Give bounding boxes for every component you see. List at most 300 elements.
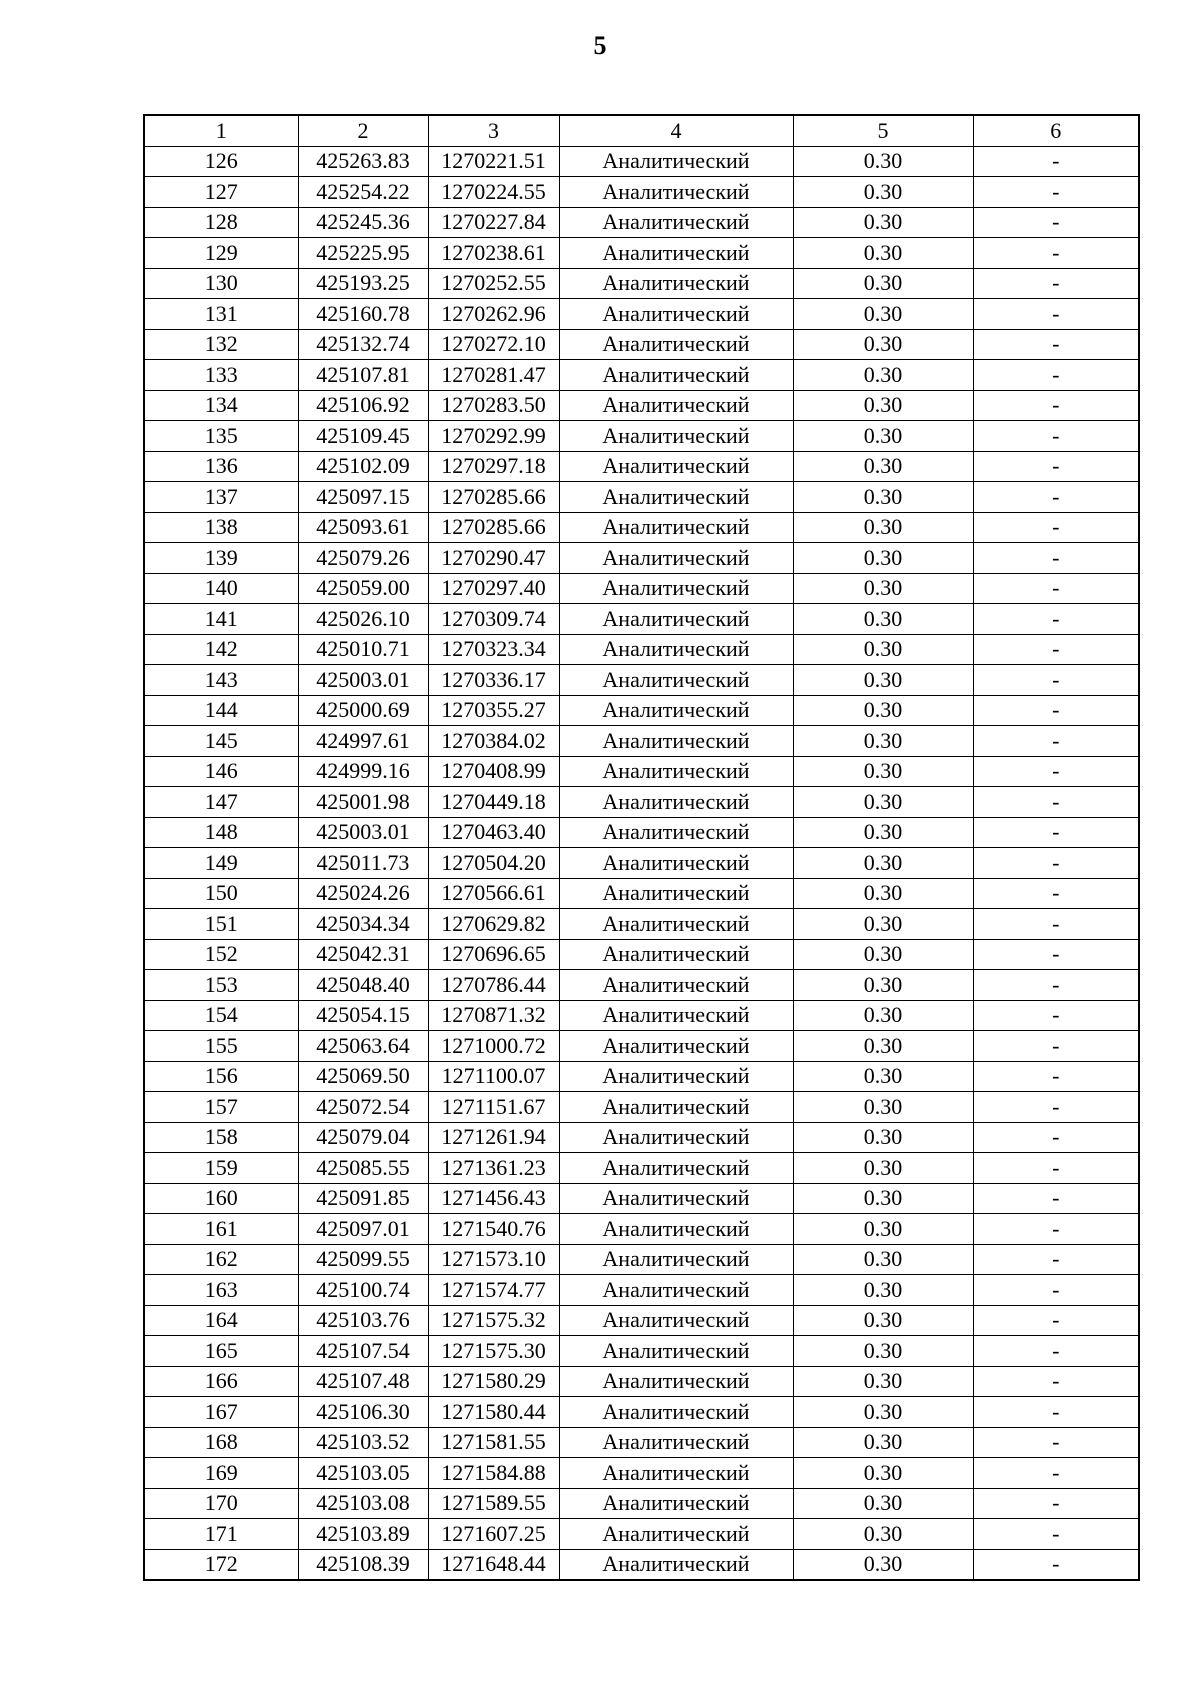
note-cell: - bbox=[973, 604, 1139, 635]
accuracy-cell: 0.30 bbox=[793, 1275, 973, 1306]
accuracy-cell: 0.30 bbox=[793, 360, 973, 391]
page-number: 5 bbox=[593, 31, 607, 60]
table-row bbox=[144, 1519, 1139, 1550]
method-cell: Аналитический bbox=[559, 1214, 793, 1245]
note-cell: - bbox=[973, 360, 1139, 391]
method-cell: Аналитический bbox=[559, 634, 793, 665]
accuracy-cell: 0.30 bbox=[793, 1153, 973, 1184]
point-number-cell: 172 bbox=[144, 1549, 298, 1580]
table-row bbox=[144, 787, 1139, 818]
method-cell: Аналитический bbox=[559, 360, 793, 391]
table-row bbox=[144, 146, 1139, 177]
table-row bbox=[144, 207, 1139, 238]
y-coordinate-cell: 1271100.07 bbox=[428, 1061, 559, 1092]
point-number-cell: 149 bbox=[144, 848, 298, 879]
column-header: 6 bbox=[973, 115, 1139, 146]
point-number-cell: 145 bbox=[144, 726, 298, 757]
y-coordinate-cell: 1270297.40 bbox=[428, 573, 559, 604]
note-cell: - bbox=[973, 1122, 1139, 1153]
accuracy-cell: 0.30 bbox=[793, 299, 973, 330]
point-number-cell: 134 bbox=[144, 390, 298, 421]
table-header-row bbox=[144, 115, 1139, 146]
x-coordinate-cell: 425103.52 bbox=[298, 1427, 428, 1458]
note-cell: - bbox=[973, 482, 1139, 513]
accuracy-cell: 0.30 bbox=[793, 1092, 973, 1123]
point-number-cell: 148 bbox=[144, 817, 298, 848]
note-cell: - bbox=[973, 146, 1139, 177]
table-row bbox=[144, 1092, 1139, 1123]
point-number-cell: 162 bbox=[144, 1244, 298, 1275]
y-coordinate-cell: 1270449.18 bbox=[428, 787, 559, 818]
point-number-cell: 140 bbox=[144, 573, 298, 604]
accuracy-cell: 0.30 bbox=[793, 1427, 973, 1458]
y-coordinate-cell: 1270786.44 bbox=[428, 970, 559, 1001]
method-cell: Аналитический bbox=[559, 1031, 793, 1062]
point-number-cell: 144 bbox=[144, 695, 298, 726]
point-number-cell: 168 bbox=[144, 1427, 298, 1458]
accuracy-cell: 0.30 bbox=[793, 695, 973, 726]
method-cell: Аналитический bbox=[559, 604, 793, 635]
table-row bbox=[144, 848, 1139, 879]
note-cell: - bbox=[973, 909, 1139, 940]
method-cell: Аналитический bbox=[559, 573, 793, 604]
table-row bbox=[144, 1061, 1139, 1092]
point-number-cell: 132 bbox=[144, 329, 298, 360]
note-cell: - bbox=[973, 1183, 1139, 1214]
x-coordinate-cell: 425109.45 bbox=[298, 421, 428, 452]
table-row bbox=[144, 909, 1139, 940]
y-coordinate-cell: 1271000.72 bbox=[428, 1031, 559, 1062]
method-cell: Аналитический bbox=[559, 299, 793, 330]
note-cell: - bbox=[973, 1305, 1139, 1336]
table-row bbox=[144, 482, 1139, 513]
table-row bbox=[144, 1122, 1139, 1153]
x-coordinate-cell: 425059.00 bbox=[298, 573, 428, 604]
point-number-cell: 143 bbox=[144, 665, 298, 696]
table-row bbox=[144, 421, 1139, 452]
note-cell: - bbox=[973, 421, 1139, 452]
table-row bbox=[144, 1488, 1139, 1519]
y-coordinate-cell: 1270252.55 bbox=[428, 268, 559, 299]
note-cell: - bbox=[973, 787, 1139, 818]
accuracy-cell: 0.30 bbox=[793, 1000, 973, 1031]
y-coordinate-cell: 1270309.74 bbox=[428, 604, 559, 635]
point-number-cell: 129 bbox=[144, 238, 298, 269]
accuracy-cell: 0.30 bbox=[793, 512, 973, 543]
point-number-cell: 151 bbox=[144, 909, 298, 940]
accuracy-cell: 0.30 bbox=[793, 1305, 973, 1336]
y-coordinate-cell: 1271589.55 bbox=[428, 1488, 559, 1519]
column-header: 2 bbox=[298, 115, 428, 146]
note-cell: - bbox=[973, 390, 1139, 421]
table-row bbox=[144, 451, 1139, 482]
method-cell: Аналитический bbox=[559, 1183, 793, 1214]
point-number-cell: 158 bbox=[144, 1122, 298, 1153]
method-cell: Аналитический bbox=[559, 1305, 793, 1336]
x-coordinate-cell: 425099.55 bbox=[298, 1244, 428, 1275]
point-number-cell: 157 bbox=[144, 1092, 298, 1123]
table-row bbox=[144, 1183, 1139, 1214]
note-cell: - bbox=[973, 1488, 1139, 1519]
method-cell: Аналитический bbox=[559, 329, 793, 360]
column-header: 4 bbox=[559, 115, 793, 146]
method-cell: Аналитический bbox=[559, 146, 793, 177]
accuracy-cell: 0.30 bbox=[793, 1336, 973, 1367]
note-cell: - bbox=[973, 268, 1139, 299]
note-cell: - bbox=[973, 695, 1139, 726]
accuracy-cell: 0.30 bbox=[793, 1183, 973, 1214]
x-coordinate-cell: 425103.05 bbox=[298, 1458, 428, 1489]
method-cell: Аналитический bbox=[559, 1458, 793, 1489]
note-cell: - bbox=[973, 634, 1139, 665]
point-number-cell: 155 bbox=[144, 1031, 298, 1062]
x-coordinate-cell: 425091.85 bbox=[298, 1183, 428, 1214]
point-number-cell: 169 bbox=[144, 1458, 298, 1489]
table-row bbox=[144, 970, 1139, 1001]
point-number-cell: 142 bbox=[144, 634, 298, 665]
table-row bbox=[144, 1031, 1139, 1062]
y-coordinate-cell: 1270283.50 bbox=[428, 390, 559, 421]
note-cell: - bbox=[973, 726, 1139, 757]
y-coordinate-cell: 1271361.23 bbox=[428, 1153, 559, 1184]
y-coordinate-cell: 1271580.29 bbox=[428, 1366, 559, 1397]
x-coordinate-cell: 425085.55 bbox=[298, 1153, 428, 1184]
x-coordinate-cell: 425048.40 bbox=[298, 970, 428, 1001]
note-cell: - bbox=[973, 512, 1139, 543]
x-coordinate-cell: 425063.64 bbox=[298, 1031, 428, 1062]
y-coordinate-cell: 1270696.65 bbox=[428, 939, 559, 970]
table-row bbox=[144, 756, 1139, 787]
point-number-cell: 137 bbox=[144, 482, 298, 513]
table-row bbox=[144, 238, 1139, 269]
y-coordinate-cell: 1271456.43 bbox=[428, 1183, 559, 1214]
point-number-cell: 126 bbox=[144, 146, 298, 177]
method-cell: Аналитический bbox=[559, 787, 793, 818]
method-cell: Аналитический bbox=[559, 238, 793, 269]
point-number-cell: 146 bbox=[144, 756, 298, 787]
table-row bbox=[144, 634, 1139, 665]
accuracy-cell: 0.30 bbox=[793, 817, 973, 848]
table-row bbox=[144, 1397, 1139, 1428]
y-coordinate-cell: 1270384.02 bbox=[428, 726, 559, 757]
x-coordinate-cell: 425107.81 bbox=[298, 360, 428, 391]
table-row bbox=[144, 299, 1139, 330]
y-coordinate-cell: 1271648.44 bbox=[428, 1549, 559, 1580]
note-cell: - bbox=[973, 1031, 1139, 1062]
table-row bbox=[144, 573, 1139, 604]
table-row bbox=[144, 878, 1139, 909]
note-cell: - bbox=[973, 970, 1139, 1001]
table-row bbox=[144, 1458, 1139, 1489]
x-coordinate-cell: 425106.30 bbox=[298, 1397, 428, 1428]
y-coordinate-cell: 1271580.44 bbox=[428, 1397, 559, 1428]
y-coordinate-cell: 1271574.77 bbox=[428, 1275, 559, 1306]
method-cell: Аналитический bbox=[559, 878, 793, 909]
y-coordinate-cell: 1271581.55 bbox=[428, 1427, 559, 1458]
accuracy-cell: 0.30 bbox=[793, 177, 973, 208]
x-coordinate-cell: 424999.16 bbox=[298, 756, 428, 787]
x-coordinate-cell: 425034.34 bbox=[298, 909, 428, 940]
x-coordinate-cell: 425010.71 bbox=[298, 634, 428, 665]
table-row bbox=[144, 1366, 1139, 1397]
y-coordinate-cell: 1270262.96 bbox=[428, 299, 559, 330]
x-coordinate-cell: 425132.74 bbox=[298, 329, 428, 360]
accuracy-cell: 0.30 bbox=[793, 848, 973, 879]
method-cell: Аналитический bbox=[559, 543, 793, 574]
note-cell: - bbox=[973, 543, 1139, 574]
accuracy-cell: 0.30 bbox=[793, 1488, 973, 1519]
x-coordinate-cell: 425097.01 bbox=[298, 1214, 428, 1245]
method-cell: Аналитический bbox=[559, 1122, 793, 1153]
y-coordinate-cell: 1270504.20 bbox=[428, 848, 559, 879]
y-coordinate-cell: 1270336.17 bbox=[428, 665, 559, 696]
table-row bbox=[144, 1549, 1139, 1580]
table-row bbox=[144, 360, 1139, 391]
y-coordinate-cell: 1270221.51 bbox=[428, 146, 559, 177]
accuracy-cell: 0.30 bbox=[793, 390, 973, 421]
table-row bbox=[144, 817, 1139, 848]
note-cell: - bbox=[973, 1427, 1139, 1458]
note-cell: - bbox=[973, 451, 1139, 482]
y-coordinate-cell: 1270297.18 bbox=[428, 451, 559, 482]
x-coordinate-cell: 425254.22 bbox=[298, 177, 428, 208]
method-cell: Аналитический bbox=[559, 451, 793, 482]
method-cell: Аналитический bbox=[559, 939, 793, 970]
point-number-cell: 165 bbox=[144, 1336, 298, 1367]
point-number-cell: 156 bbox=[144, 1061, 298, 1092]
accuracy-cell: 0.30 bbox=[793, 878, 973, 909]
note-cell: - bbox=[973, 177, 1139, 208]
y-coordinate-cell: 1270408.99 bbox=[428, 756, 559, 787]
point-number-cell: 150 bbox=[144, 878, 298, 909]
method-cell: Аналитический bbox=[559, 695, 793, 726]
y-coordinate-cell: 1270463.40 bbox=[428, 817, 559, 848]
method-cell: Аналитический bbox=[559, 1519, 793, 1550]
method-cell: Аналитический bbox=[559, 1000, 793, 1031]
y-coordinate-cell: 1270323.34 bbox=[428, 634, 559, 665]
method-cell: Аналитический bbox=[559, 1336, 793, 1367]
table-row bbox=[144, 1427, 1139, 1458]
y-coordinate-cell: 1270355.27 bbox=[428, 695, 559, 726]
y-coordinate-cell: 1271584.88 bbox=[428, 1458, 559, 1489]
note-cell: - bbox=[973, 1336, 1139, 1367]
x-coordinate-cell: 425011.73 bbox=[298, 848, 428, 879]
accuracy-cell: 0.30 bbox=[793, 909, 973, 940]
note-cell: - bbox=[973, 756, 1139, 787]
column-header: 1 bbox=[144, 115, 298, 146]
y-coordinate-cell: 1271575.30 bbox=[428, 1336, 559, 1367]
x-coordinate-cell: 425001.98 bbox=[298, 787, 428, 818]
accuracy-cell: 0.30 bbox=[793, 573, 973, 604]
note-cell: - bbox=[973, 1214, 1139, 1245]
point-number-cell: 131 bbox=[144, 299, 298, 330]
y-coordinate-cell: 1270285.66 bbox=[428, 512, 559, 543]
table-row bbox=[144, 1214, 1139, 1245]
accuracy-cell: 0.30 bbox=[793, 1061, 973, 1092]
table-row bbox=[144, 1336, 1139, 1367]
y-coordinate-cell: 1270292.99 bbox=[428, 421, 559, 452]
note-cell: - bbox=[973, 1275, 1139, 1306]
note-cell: - bbox=[973, 1366, 1139, 1397]
x-coordinate-cell: 425160.78 bbox=[298, 299, 428, 330]
method-cell: Аналитический bbox=[559, 177, 793, 208]
x-coordinate-cell: 425097.15 bbox=[298, 482, 428, 513]
column-header: 5 bbox=[793, 115, 973, 146]
x-coordinate-cell: 425100.74 bbox=[298, 1275, 428, 1306]
note-cell: - bbox=[973, 1153, 1139, 1184]
point-number-cell: 161 bbox=[144, 1214, 298, 1245]
x-coordinate-cell: 424997.61 bbox=[298, 726, 428, 757]
point-number-cell: 135 bbox=[144, 421, 298, 452]
y-coordinate-cell: 1270238.61 bbox=[428, 238, 559, 269]
accuracy-cell: 0.30 bbox=[793, 634, 973, 665]
method-cell: Аналитический bbox=[559, 1092, 793, 1123]
note-cell: - bbox=[973, 1549, 1139, 1580]
table-row bbox=[144, 939, 1139, 970]
method-cell: Аналитический bbox=[559, 482, 793, 513]
table-row bbox=[144, 695, 1139, 726]
x-coordinate-cell: 425079.04 bbox=[298, 1122, 428, 1153]
method-cell: Аналитический bbox=[559, 756, 793, 787]
method-cell: Аналитический bbox=[559, 1549, 793, 1580]
x-coordinate-cell: 425102.09 bbox=[298, 451, 428, 482]
method-cell: Аналитический bbox=[559, 665, 793, 696]
method-cell: Аналитический bbox=[559, 970, 793, 1001]
table-row bbox=[144, 1275, 1139, 1306]
x-coordinate-cell: 425000.69 bbox=[298, 695, 428, 726]
x-coordinate-cell: 425107.48 bbox=[298, 1366, 428, 1397]
accuracy-cell: 0.30 bbox=[793, 1549, 973, 1580]
note-cell: - bbox=[973, 1244, 1139, 1275]
point-number-cell: 152 bbox=[144, 939, 298, 970]
note-cell: - bbox=[973, 1092, 1139, 1123]
method-cell: Аналитический bbox=[559, 1427, 793, 1458]
method-cell: Аналитический bbox=[559, 1275, 793, 1306]
method-cell: Аналитический bbox=[559, 1244, 793, 1275]
method-cell: Аналитический bbox=[559, 512, 793, 543]
y-coordinate-cell: 1271575.32 bbox=[428, 1305, 559, 1336]
accuracy-cell: 0.30 bbox=[793, 970, 973, 1001]
y-coordinate-cell: 1271261.94 bbox=[428, 1122, 559, 1153]
method-cell: Аналитический bbox=[559, 1397, 793, 1428]
table-row bbox=[144, 604, 1139, 635]
method-cell: Аналитический bbox=[559, 1153, 793, 1184]
table-row bbox=[144, 726, 1139, 757]
accuracy-cell: 0.30 bbox=[793, 756, 973, 787]
note-cell: - bbox=[973, 1519, 1139, 1550]
note-cell: - bbox=[973, 817, 1139, 848]
method-cell: Аналитический bbox=[559, 268, 793, 299]
table-row bbox=[144, 268, 1139, 299]
accuracy-cell: 0.30 bbox=[793, 543, 973, 574]
method-cell: Аналитический bbox=[559, 1488, 793, 1519]
y-coordinate-cell: 1270224.55 bbox=[428, 177, 559, 208]
x-coordinate-cell: 425024.26 bbox=[298, 878, 428, 909]
table-row bbox=[144, 512, 1139, 543]
point-number-cell: 154 bbox=[144, 1000, 298, 1031]
accuracy-cell: 0.30 bbox=[793, 329, 973, 360]
y-coordinate-cell: 1270290.47 bbox=[428, 543, 559, 574]
point-number-cell: 147 bbox=[144, 787, 298, 818]
y-coordinate-cell: 1270871.32 bbox=[428, 1000, 559, 1031]
note-cell: - bbox=[973, 665, 1139, 696]
note-cell: - bbox=[973, 848, 1139, 879]
y-coordinate-cell: 1270629.82 bbox=[428, 909, 559, 940]
point-number-cell: 136 bbox=[144, 451, 298, 482]
x-coordinate-cell: 425225.95 bbox=[298, 238, 428, 269]
accuracy-cell: 0.30 bbox=[793, 726, 973, 757]
accuracy-cell: 0.30 bbox=[793, 268, 973, 299]
point-number-cell: 139 bbox=[144, 543, 298, 574]
accuracy-cell: 0.30 bbox=[793, 665, 973, 696]
accuracy-cell: 0.30 bbox=[793, 146, 973, 177]
x-coordinate-cell: 425042.31 bbox=[298, 939, 428, 970]
accuracy-cell: 0.30 bbox=[793, 482, 973, 513]
x-coordinate-cell: 425054.15 bbox=[298, 1000, 428, 1031]
y-coordinate-cell: 1270281.47 bbox=[428, 360, 559, 391]
table-row bbox=[144, 329, 1139, 360]
point-number-cell: 153 bbox=[144, 970, 298, 1001]
note-cell: - bbox=[973, 299, 1139, 330]
accuracy-cell: 0.30 bbox=[793, 238, 973, 269]
accuracy-cell: 0.30 bbox=[793, 451, 973, 482]
x-coordinate-cell: 425003.01 bbox=[298, 817, 428, 848]
point-number-cell: 164 bbox=[144, 1305, 298, 1336]
accuracy-cell: 0.30 bbox=[793, 1397, 973, 1428]
column-header: 3 bbox=[428, 115, 559, 146]
y-coordinate-cell: 1271151.67 bbox=[428, 1092, 559, 1123]
table-body bbox=[144, 146, 1139, 1580]
accuracy-cell: 0.30 bbox=[793, 207, 973, 238]
method-cell: Аналитический bbox=[559, 909, 793, 940]
method-cell: Аналитический bbox=[559, 848, 793, 879]
y-coordinate-cell: 1270272.10 bbox=[428, 329, 559, 360]
point-number-cell: 130 bbox=[144, 268, 298, 299]
accuracy-cell: 0.30 bbox=[793, 787, 973, 818]
point-number-cell: 170 bbox=[144, 1488, 298, 1519]
note-cell: - bbox=[973, 878, 1139, 909]
method-cell: Аналитический bbox=[559, 1061, 793, 1092]
table-row bbox=[144, 543, 1139, 574]
y-coordinate-cell: 1271540.76 bbox=[428, 1214, 559, 1245]
table-row bbox=[144, 1153, 1139, 1184]
method-cell: Аналитический bbox=[559, 421, 793, 452]
point-number-cell: 127 bbox=[144, 177, 298, 208]
point-number-cell: 138 bbox=[144, 512, 298, 543]
table-row bbox=[144, 1305, 1139, 1336]
point-number-cell: 163 bbox=[144, 1275, 298, 1306]
x-coordinate-cell: 425108.39 bbox=[298, 1549, 428, 1580]
point-number-cell: 166 bbox=[144, 1366, 298, 1397]
x-coordinate-cell: 425093.61 bbox=[298, 512, 428, 543]
note-cell: - bbox=[973, 939, 1139, 970]
note-cell: - bbox=[973, 238, 1139, 269]
point-number-cell: 159 bbox=[144, 1153, 298, 1184]
x-coordinate-cell: 425245.36 bbox=[298, 207, 428, 238]
accuracy-cell: 0.30 bbox=[793, 421, 973, 452]
point-number-cell: 133 bbox=[144, 360, 298, 391]
table-row bbox=[144, 177, 1139, 208]
method-cell: Аналитический bbox=[559, 390, 793, 421]
x-coordinate-cell: 425079.26 bbox=[298, 543, 428, 574]
accuracy-cell: 0.30 bbox=[793, 604, 973, 635]
accuracy-cell: 0.30 bbox=[793, 1244, 973, 1275]
note-cell: - bbox=[973, 1397, 1139, 1428]
accuracy-cell: 0.30 bbox=[793, 1122, 973, 1153]
x-coordinate-cell: 425107.54 bbox=[298, 1336, 428, 1367]
method-cell: Аналитический bbox=[559, 726, 793, 757]
x-coordinate-cell: 425003.01 bbox=[298, 665, 428, 696]
